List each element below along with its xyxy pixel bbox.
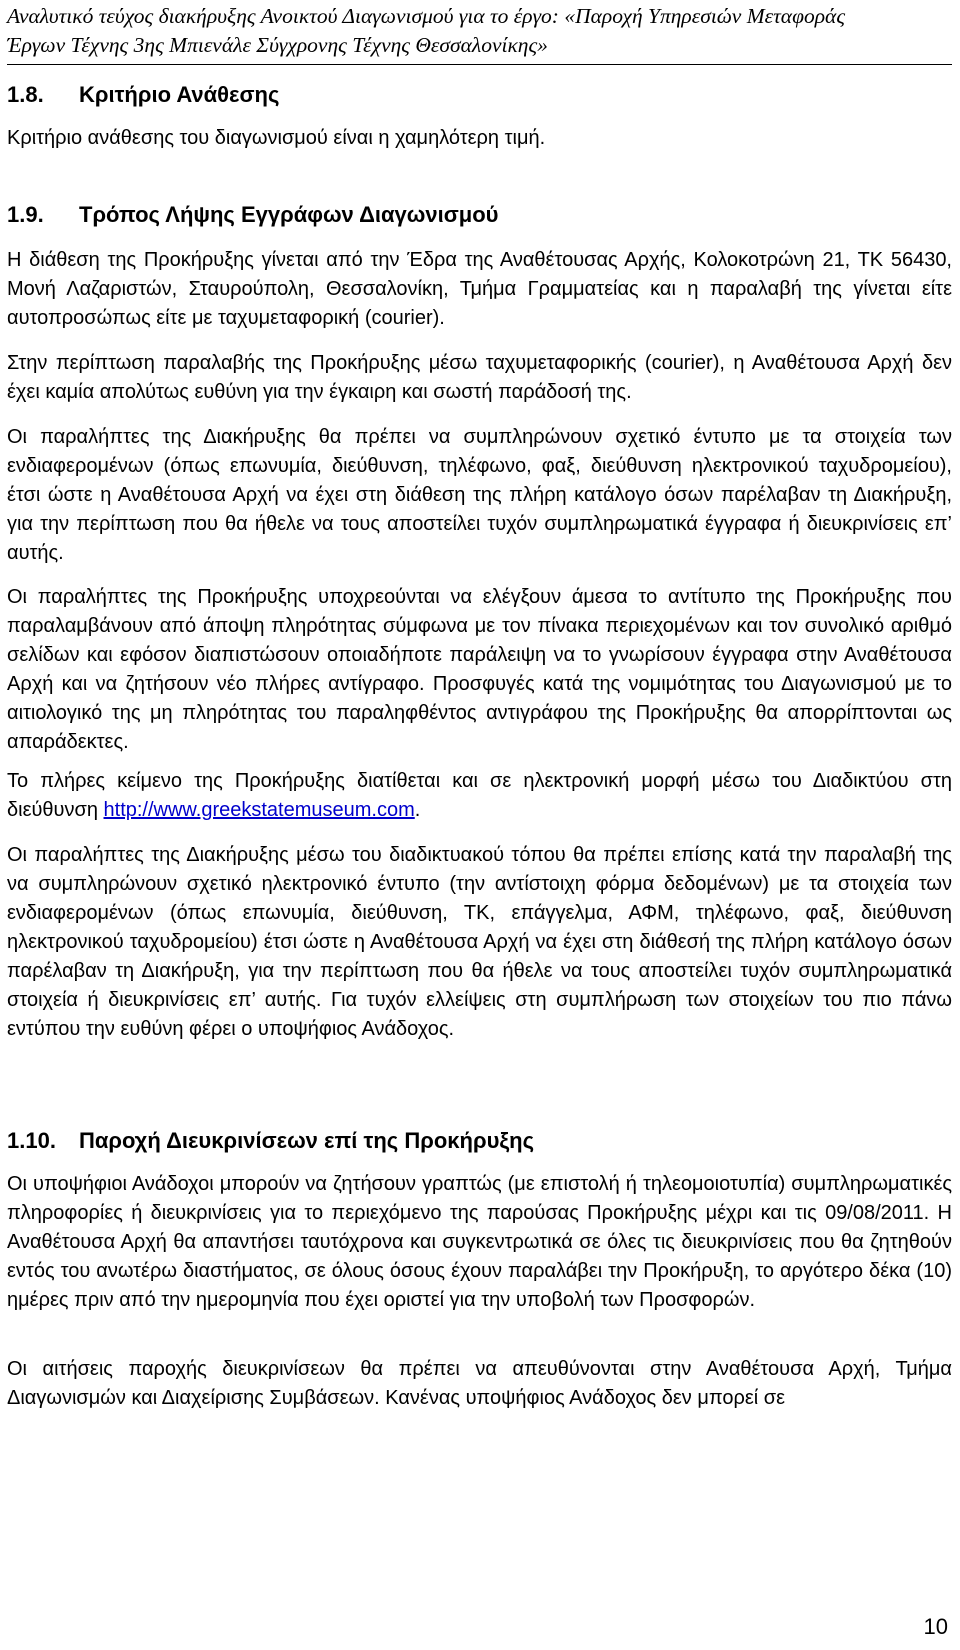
paragraph-courier-liability: Στην περίπτωση παραλαβής της Προκήρυξης μέσω ταχυμεταφορικής (courier), η Αναθέτουσα Αρχή δεν έχει καμία απολύτως ευθύνη για την έγκαιρη και σωστή παράδοσή της. [7, 352, 952, 403]
running-header-line-1: Αναλυτικό τεύχος διακήρυξης Ανοικτού Διαγωνισμού για το έργο: «Παροχή Υπηρεσιών Μεταφοράς [7, 4, 846, 28]
paragraph-award-criterion: Κριτήριο ανάθεσης του διαγωνισμού είναι η χαμηλότερη τιμή. [7, 127, 546, 149]
section-title: Κριτήριο Ανάθεσης [79, 82, 280, 107]
section-number: 1.9. [7, 202, 44, 227]
paragraph-clarification-addressing: Οι αιτήσεις παροχής διευκρινίσεων θα πρέπει να απευθύνονται στην Αναθέτουσα Αρχή, Τμήμα Διαγωνισμών και Διαχείρισης Συμβάσεων. Κανένας υποψήφιος Ανάδοχος δεν μπορεί σε [7, 1358, 952, 1409]
paragraph-completeness-check: Οι παραλήπτες της Προκήρυξης υποχρεούνται να ελέγξουν άμεσα το αντίτυπο της Προκήρυξης που παραλαμβάνουν από άποψη πληρότητας σύμφωνα με τον πίνακα περιεχομένων και τον συνολικό αριθμό σελίδων και εφόσον διαπιστώσουν οποιαδήποτε παράλειψη να το γνωρίσουν έγγραφα στην Αναθέτουσα Αρχή και να ζητήσουν νέο πλήρες αντίγραφο. Προσφυγές κατά της νομιμότητας του Διαγωνισμού με το αιτιολογικό της μη πληρότητας του παραληφθέντος αντιγράφου της Προκήρυξης θα απορρίπτονται ως απαράδεκτες. [7, 586, 952, 753]
paragraph-online-availability [7, 767, 952, 825]
section-heading-1-9 [7, 202, 498, 228]
online-text-end: . [414, 799, 421, 821]
page-number: 10 [923, 1614, 948, 1639]
paragraph-document-availability: Η διάθεση της Προκήρυξης γίνεται από την Έδρα της Αναθέτουσας Αρχής, Κολοκοτρώνη 21, ΤΚ 56430, Μονή Λαζαριστών, Σταυρούπολη, Θεσσαλονίκη, Τμήμα Γραμματείας και η παραλαβή της γίνεται είτε αυτοπροσώπως είτε με ταχυμεταφορική (courier). [7, 249, 952, 329]
website-link[interactable]: http://www.greekstatemuseum.com [103, 799, 415, 821]
section-title: Παροχή Διευκρινίσεων επί της Προκήρυξης [79, 1128, 535, 1153]
paragraph-clarification-requests: Οι υποψήφιοι Ανάδοχοι μπορούν να ζητήσουν γραπτώς (με επιστολή ή τηλεομοιοτυπία) συμπληρωματικές πληροφορίες ή διευκρινίσεις για το περιεχόμενο της παρούσας Προκήρυξης μέχρι και τις 09/08/2011. Η Αναθέτουσα Αρχή θα απαντήσει ταυτόχρονα και συγκεντρωτικά σε όλες τις διευκρινίσεις που θα ζητηθούν εντός του ανωτέρω διαστήματος, σε όλους όσους έχουν παραλάβει την Προκήρυξη, το αργότερο δέκα (10) ημέρες πριν από την ημερομηνία που έχει οριστεί για την υποβολή των Προσφορών. [7, 1173, 952, 1311]
section-title: Τρόπος Λήψης Εγγράφων Διαγωνισμού [79, 202, 499, 227]
section-heading-1-10 [7, 1128, 534, 1154]
paragraph-online-recipients: Οι παραλήπτες της Διακήρυξης μέσω του διαδικτυακού τόπου θα πρέπει επίσης κατά την παραλαβή της να συμπληρώνουν σχετικό ηλεκτρονικό έντυπο (την αντίστοιχη φόρμα δεδομένων) με τα στοιχεία των ενδιαφερομένων (όπως επωνυμία, διεύθυνση, ΤΚ, επάγγελμα, ΑΦΜ, τηλέφωνο, φαξ, διεύθυνση ηλεκτρονικού ταχυδρομείου) έτσι ώστε η Αναθέτουσα Αρχή να έχει στη διάθεσή της πλήρη κατάλογο όσων παρέλαβαν τη Διακήρυξη, για την περίπτωση που θα ήθελε να τους αποστείλει τυχόν συμπληρωματικά στοιχεία ή διευκρινίσεις επ’ αυτής. Για τυχόν ελλείψεις στη συμπλήρωση των στοιχείων του πιο πάνω εντύπου την ευθύνη φέρει ο υποψήφιος Ανάδοχος. [7, 844, 952, 1040]
section-heading-1-8 [7, 82, 279, 108]
running-header [7, 2, 952, 65]
section-number: 1.8. [7, 82, 44, 107]
section-number: 1.10. [7, 1128, 56, 1153]
running-header-line-2: Έργων Τέχνης 3ης Μπιενάλε Σύγχρονης Τέχνης Θεσσαλονίκης» [7, 33, 548, 57]
online-text: Το πλήρες κείμενο της Προκήρυξης διατίθεται και σε ηλεκτρονική μορφή μέσω του Διαδικτύου στη διεύθυνση [7, 770, 952, 821]
paragraph-recipient-details: Οι παραλήπτες της Διακήρυξης θα πρέπει να συμπληρώνουν σχετικό έντυπο με τα στοιχεία των ενδιαφερομένων (όπως επωνυμία, διεύθυνση, τηλέφωνο, φαξ, διεύθυνση ηλεκτρονικού ταχυδρομείου), έτσι ώστε η Αναθέτουσα Αρχή να έχει στη διάθεση της πλήρη κατάλογο όσων παρέλαβαν τη Διακήρυξη, για την περίπτωση που θα ήθελε να τους αποστείλει τυχόν συμπληρωματικά έγγραφα ή διευκρινίσεις επ’ αυτής. [7, 426, 952, 564]
